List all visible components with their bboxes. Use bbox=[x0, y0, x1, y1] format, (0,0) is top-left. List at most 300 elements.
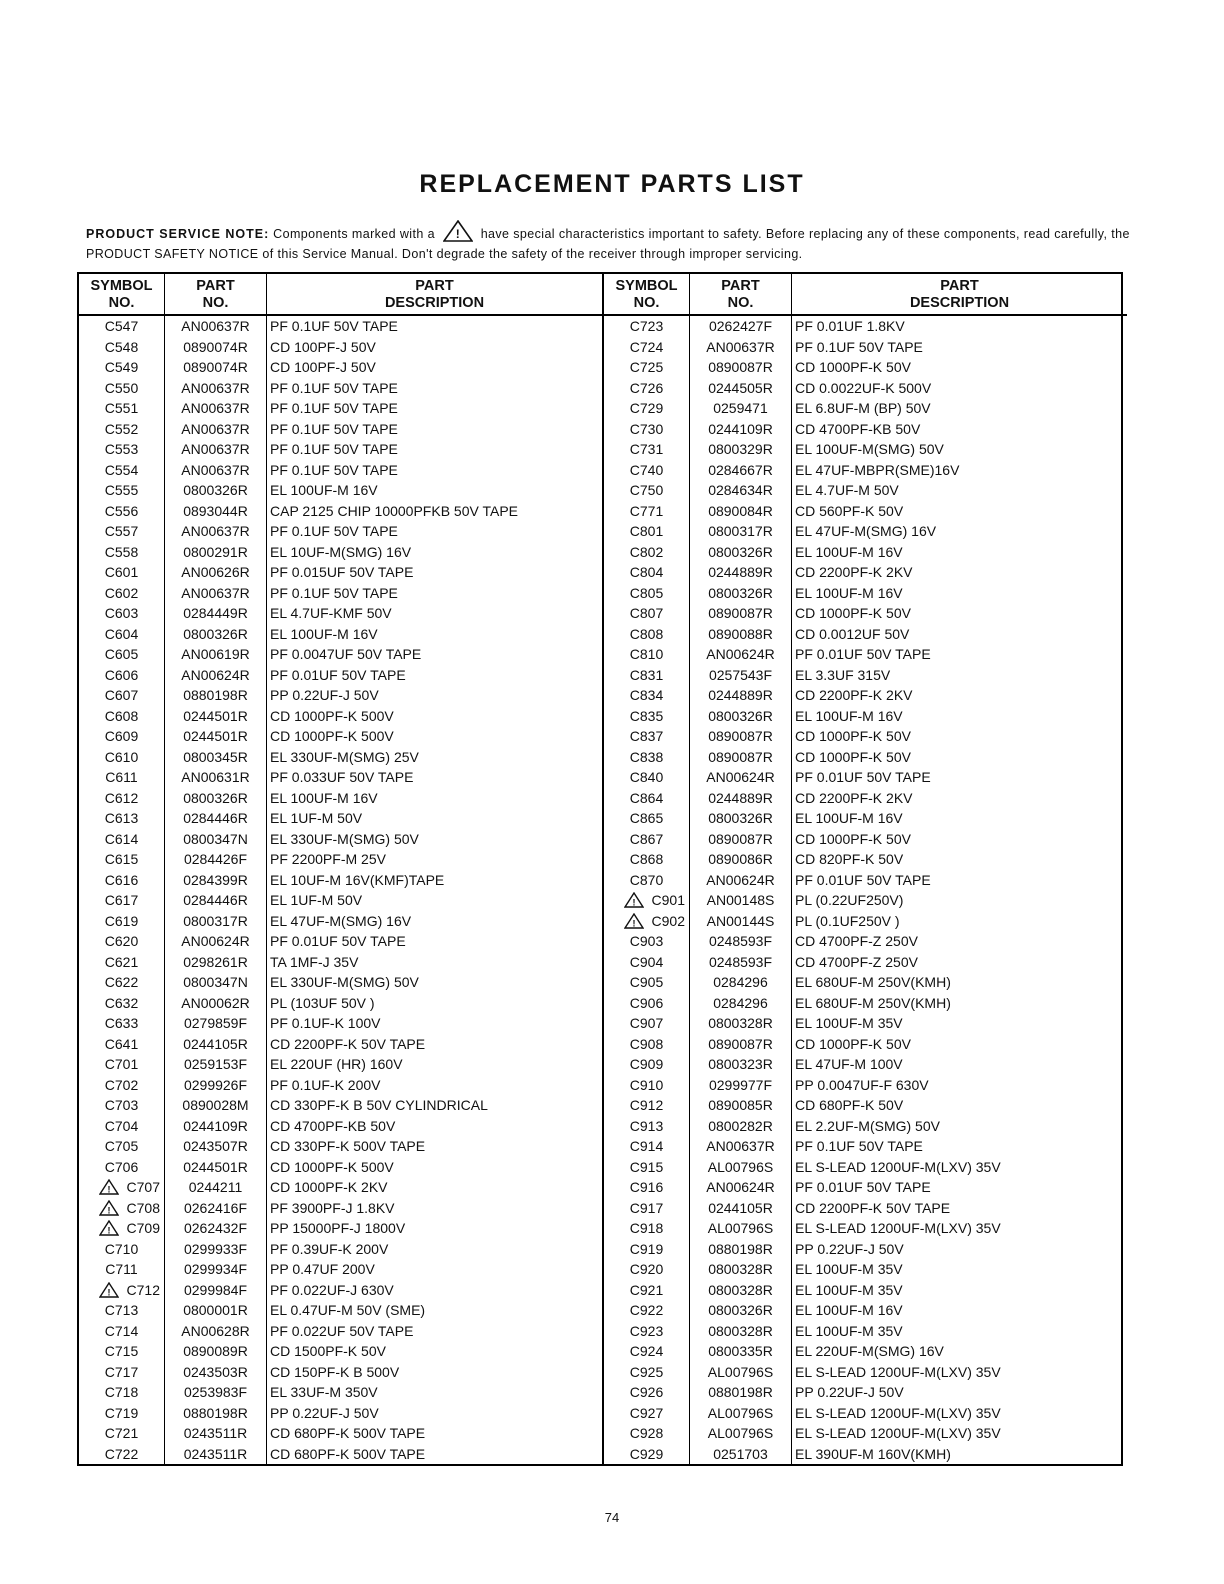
table-row bbox=[79, 1034, 602, 1055]
description-cell: PF 0.1UF 50V TAPE bbox=[270, 420, 398, 437]
symbol-cell: C551 bbox=[79, 398, 165, 419]
description-cell: CD 2200PF-K 50V TAPE bbox=[270, 1035, 426, 1052]
parts-table bbox=[77, 272, 1123, 1466]
svg-text:!: ! bbox=[632, 897, 636, 908]
description-cell: EL 330UF-M(SMG) 50V bbox=[270, 830, 419, 847]
symbol-cell: C556 bbox=[79, 501, 165, 522]
symbol-cell: C607 bbox=[79, 685, 165, 706]
symbol-cell: C914 bbox=[604, 1136, 690, 1157]
table-row bbox=[604, 378, 1127, 399]
description-cell: PF 0.1UF 50V TAPE bbox=[270, 441, 398, 457]
description-cell: CD 2200PF-K 50V TAPE bbox=[795, 1199, 951, 1216]
symbol-cell: C603 bbox=[79, 603, 165, 624]
table-row bbox=[79, 931, 602, 952]
description-cell: EL 10UF-M(SMG) 16V bbox=[270, 543, 412, 560]
table-row bbox=[604, 542, 1127, 563]
symbol-cell: C926 bbox=[604, 1382, 690, 1403]
table-row bbox=[604, 480, 1127, 501]
description-cell: EL 680UF-M 250V(KMH) bbox=[795, 994, 951, 1011]
symbol-cell: C916 bbox=[604, 1177, 690, 1198]
part-number-cell: 0880198R bbox=[690, 1239, 792, 1260]
table-row bbox=[79, 1095, 602, 1116]
part-number-cell: AN00624R bbox=[690, 1177, 792, 1198]
symbol-cell: C807 bbox=[604, 603, 690, 624]
part-number-cell: AN00637R bbox=[165, 419, 267, 440]
table-row bbox=[604, 1095, 1127, 1116]
part-number-cell: 0800328R bbox=[690, 1280, 792, 1301]
symbol-cell: C706 bbox=[79, 1157, 165, 1178]
symbol-cell: C864 bbox=[604, 788, 690, 809]
table-row bbox=[79, 952, 602, 973]
symbol-cell: C924 bbox=[604, 1341, 690, 1362]
header-part-no: PART NO. bbox=[165, 274, 267, 314]
table-row bbox=[79, 439, 602, 460]
table-row bbox=[79, 1403, 602, 1424]
part-number-cell: 0890086R bbox=[690, 849, 792, 870]
page-title: REPLACEMENT PARTS LIST bbox=[419, 170, 805, 198]
symbol-cell: C605 bbox=[79, 644, 165, 665]
description-cell: EL S-LEAD 1200UF-M(LXV) 35V bbox=[795, 1425, 1001, 1441]
symbol-cell: ! C901 bbox=[604, 890, 690, 911]
description-cell: CD 1000PF-K 50V bbox=[795, 830, 911, 847]
description-cell: CD 680PF-K 500V TAPE bbox=[270, 1445, 426, 1462]
part-number-cell: 0244889R bbox=[690, 685, 792, 706]
description-cell: CD 1000PF-K 500V bbox=[270, 707, 394, 724]
table-row bbox=[604, 357, 1127, 378]
symbol-cell: C865 bbox=[604, 808, 690, 829]
symbol-cell: C613 bbox=[79, 808, 165, 829]
table-row bbox=[604, 1259, 1127, 1280]
table-row bbox=[79, 521, 602, 542]
table-row bbox=[79, 357, 602, 378]
part-number-cell: AN00626R bbox=[165, 562, 267, 583]
symbol-cell: C917 bbox=[604, 1198, 690, 1219]
description-cell: EL 1UF-M 50V bbox=[270, 810, 363, 826]
symbol-cell: C805 bbox=[604, 583, 690, 604]
table-row bbox=[604, 583, 1127, 604]
description-cell: CD 2200PF-K 2KV bbox=[795, 687, 913, 703]
description-cell: EL 100UF-M 35V bbox=[795, 1261, 903, 1277]
description-cell: CD 4700PF-KB 50V bbox=[270, 1117, 396, 1134]
symbol-cell: C549 bbox=[79, 357, 165, 378]
part-number-cell: 0890088R bbox=[690, 624, 792, 645]
description-cell: EL 0.47UF-M 50V (SME) bbox=[270, 1302, 426, 1318]
table-row bbox=[604, 788, 1127, 809]
symbol-cell: ! C709 bbox=[79, 1218, 165, 1239]
symbol-cell: C615 bbox=[79, 849, 165, 870]
part-number-cell: AL00796S bbox=[690, 1403, 792, 1424]
table-row bbox=[79, 747, 602, 768]
symbol-cell: C722 bbox=[79, 1444, 165, 1465]
symbol-cell: C801 bbox=[604, 521, 690, 542]
warning-triangle-icon bbox=[624, 892, 644, 911]
description-cell: EL 100UF-M 16V bbox=[795, 810, 903, 826]
warning-triangle-icon bbox=[443, 220, 473, 246]
description-cell: CD 1000PF-K 50V bbox=[795, 748, 911, 765]
description-cell: PP 15000PF-J 1800V bbox=[270, 1220, 406, 1236]
part-number-cell: 0244109R bbox=[690, 419, 792, 440]
description-cell: PP 0.22UF-J 50V bbox=[795, 1384, 904, 1400]
part-number-cell: AN00637R bbox=[165, 398, 267, 419]
part-number-cell: AL00796S bbox=[690, 1218, 792, 1239]
service-note-text-before: Components marked with a bbox=[273, 227, 435, 241]
symbol-cell: C619 bbox=[79, 911, 165, 932]
symbol-cell: C557 bbox=[79, 521, 165, 542]
part-number-cell: 0890089R bbox=[165, 1341, 267, 1362]
table-row bbox=[604, 665, 1127, 686]
table-row bbox=[79, 337, 602, 358]
table-row bbox=[604, 419, 1127, 440]
part-number-cell: 0890085R bbox=[690, 1095, 792, 1116]
table-row bbox=[604, 767, 1127, 788]
symbol-cell: ! C902 bbox=[604, 911, 690, 932]
symbol-cell: C726 bbox=[604, 378, 690, 399]
table-row bbox=[79, 603, 602, 624]
symbol-cell: C740 bbox=[604, 460, 690, 481]
table-row bbox=[79, 1177, 602, 1198]
part-number-cell: 0244211 bbox=[165, 1177, 267, 1198]
part-number-cell: 0262416F bbox=[165, 1198, 267, 1219]
symbol-cell: C908 bbox=[604, 1034, 690, 1055]
symbol-cell: C915 bbox=[604, 1157, 690, 1178]
description-cell: PF 0.1UF 50V TAPE bbox=[270, 523, 398, 539]
symbol-cell: C925 bbox=[604, 1362, 690, 1383]
table-body-right bbox=[604, 316, 1127, 1464]
symbol-cell: C750 bbox=[604, 480, 690, 501]
description-cell: CD 1000PF-K 50V bbox=[795, 605, 911, 621]
description-cell: CD 1000PF-K 2KV bbox=[270, 1179, 388, 1195]
part-number-cell: 0279859F bbox=[165, 1013, 267, 1034]
part-number-cell: 0262432F bbox=[165, 1218, 267, 1239]
part-number-cell: 0800329R bbox=[690, 439, 792, 460]
symbol-cell: C558 bbox=[79, 542, 165, 563]
part-number-cell: AN00062R bbox=[165, 993, 267, 1014]
table-row bbox=[604, 870, 1127, 891]
description-cell: CD 680PF-K 500V TAPE bbox=[270, 1425, 426, 1441]
table-row bbox=[79, 1013, 602, 1034]
table-body-left bbox=[79, 316, 602, 1464]
part-number-cell: 0284667R bbox=[690, 460, 792, 481]
description-cell: PF 0.1UF 50V TAPE bbox=[795, 1138, 923, 1154]
part-number-cell: 0890084R bbox=[690, 501, 792, 522]
table-row bbox=[79, 1423, 602, 1444]
symbol-cell: C718 bbox=[79, 1382, 165, 1403]
table-row bbox=[604, 501, 1127, 522]
part-number-cell: 0800328R bbox=[690, 1013, 792, 1034]
description-cell: EL 1UF-M 50V bbox=[270, 892, 363, 908]
description-cell: PP 0.47UF 200V bbox=[270, 1261, 375, 1277]
part-number-cell: 0800326R bbox=[690, 706, 792, 727]
description-cell: PF 0.39UF-K 200V bbox=[270, 1240, 389, 1257]
table-row bbox=[79, 1136, 602, 1157]
part-number-cell: 0243511R bbox=[165, 1423, 267, 1444]
part-number-cell: AL00796S bbox=[690, 1423, 792, 1444]
table-row bbox=[79, 1259, 602, 1280]
table-row bbox=[604, 1300, 1127, 1321]
symbol-cell: C717 bbox=[79, 1362, 165, 1383]
symbol-cell: C909 bbox=[604, 1054, 690, 1075]
table-header bbox=[79, 274, 602, 316]
description-cell: PL (0.1UF250V ) bbox=[795, 912, 900, 929]
symbol-cell: C725 bbox=[604, 357, 690, 378]
description-cell: EL 390UF-M 160V(KMH) bbox=[795, 1445, 951, 1462]
symbol-cell: C620 bbox=[79, 931, 165, 952]
description-cell: EL 330UF-M(SMG) 50V bbox=[270, 974, 419, 990]
symbol-cell: C724 bbox=[604, 337, 690, 358]
part-number-cell: AN00619R bbox=[165, 644, 267, 665]
table-row bbox=[79, 1198, 602, 1219]
part-number-cell: 0298261R bbox=[165, 952, 267, 973]
symbol-cell: C632 bbox=[79, 993, 165, 1014]
part-number-cell: 0890087R bbox=[690, 747, 792, 768]
part-number-cell: 0800326R bbox=[690, 542, 792, 563]
description-cell: CD 2200PF-K 2KV bbox=[795, 564, 913, 580]
table-row bbox=[79, 1280, 602, 1301]
description-cell: EL S-LEAD 1200UF-M(LXV) 35V bbox=[795, 1220, 1001, 1236]
description-cell: EL 6.8UF-M (BP) 50V bbox=[795, 400, 931, 416]
svg-text:!: ! bbox=[632, 918, 636, 928]
table-row bbox=[604, 1034, 1127, 1055]
description-cell: PF 0.01UF 50V TAPE bbox=[795, 871, 931, 888]
table-row bbox=[604, 1403, 1127, 1424]
parts-table-right bbox=[602, 274, 1127, 1464]
symbol-cell: C802 bbox=[604, 542, 690, 563]
description-cell: EL 100UF-M 35V bbox=[795, 1281, 903, 1298]
table-row bbox=[79, 1382, 602, 1403]
symbol-cell: C552 bbox=[79, 419, 165, 440]
part-number-cell: 0890087R bbox=[690, 357, 792, 378]
table-row bbox=[604, 1341, 1127, 1362]
description-cell: EL 10UF-M 16V(KMF)TAPE bbox=[270, 871, 445, 888]
symbol-cell: C604 bbox=[79, 624, 165, 645]
symbol-cell: C870 bbox=[604, 870, 690, 891]
part-number-cell: 0299933F bbox=[165, 1239, 267, 1260]
symbol-cell: C903 bbox=[604, 931, 690, 952]
description-cell: CD 2200PF-K 2KV bbox=[795, 789, 913, 806]
warning-triangle-icon bbox=[624, 913, 644, 932]
symbol-cell: C641 bbox=[79, 1034, 165, 1055]
description-cell: EL S-LEAD 1200UF-M(LXV) 35V bbox=[795, 1404, 1001, 1421]
part-number-cell: AN00144S bbox=[690, 911, 792, 932]
part-number-cell: 0284296 bbox=[690, 972, 792, 993]
part-number-cell: AN00624R bbox=[690, 767, 792, 788]
table-row bbox=[79, 808, 602, 829]
description-cell: PF 3900PF-J 1.8KV bbox=[270, 1199, 395, 1216]
description-cell: EL 100UF-M(SMG) 50V bbox=[795, 441, 944, 457]
part-number-cell: 0244105R bbox=[690, 1198, 792, 1219]
description-cell: PL (103UF 50V ) bbox=[270, 994, 375, 1011]
svg-text:!: ! bbox=[107, 1205, 111, 1215]
symbol-cell: C810 bbox=[604, 644, 690, 665]
table-row bbox=[604, 952, 1127, 973]
symbol-cell: C922 bbox=[604, 1300, 690, 1321]
symbol-cell: C617 bbox=[79, 890, 165, 911]
description-cell: EL 100UF-M 16V bbox=[795, 543, 903, 560]
description-cell: CD 1000PF-K 50V bbox=[795, 359, 911, 375]
description-cell: PF 0.1UF-K 100V bbox=[270, 1015, 381, 1031]
description-cell: PF 0.01UF 50V TAPE bbox=[270, 933, 406, 949]
table-row bbox=[79, 1341, 602, 1362]
part-number-cell: AN00624R bbox=[165, 931, 267, 952]
symbol-cell: C927 bbox=[604, 1403, 690, 1424]
symbol-cell: ! C708 bbox=[79, 1198, 165, 1219]
table-row bbox=[79, 398, 602, 419]
part-number-cell: 0800323R bbox=[690, 1054, 792, 1075]
table-row bbox=[79, 1444, 602, 1465]
table-row bbox=[79, 583, 602, 604]
description-cell: PF 0.022UF 50V TAPE bbox=[270, 1322, 414, 1339]
description-cell: EL 100UF-M 16V bbox=[270, 625, 378, 642]
part-number-cell: 0299934F bbox=[165, 1259, 267, 1280]
description-cell: CD 100PF-J 50V bbox=[270, 359, 376, 375]
header-description: PART DESCRIPTION bbox=[909, 278, 1010, 311]
symbol-cell: C837 bbox=[604, 726, 690, 747]
description-cell: PF 0.1UF 50V TAPE bbox=[270, 400, 398, 416]
table-row bbox=[79, 501, 602, 522]
symbol-cell: C905 bbox=[604, 972, 690, 993]
table-row bbox=[604, 1198, 1127, 1219]
symbol-cell: ! C707 bbox=[79, 1177, 165, 1198]
part-number-cell: 0890074R bbox=[165, 357, 267, 378]
table-row bbox=[604, 685, 1127, 706]
part-number-cell: 0880198R bbox=[165, 685, 267, 706]
description-cell: EL 4.7UF-M 50V bbox=[795, 482, 899, 498]
description-cell: EL 47UF-M(SMG) 16V bbox=[270, 912, 412, 929]
part-number-cell: 0251703 bbox=[690, 1444, 792, 1465]
table-row bbox=[79, 870, 602, 891]
symbol-cell: C555 bbox=[79, 480, 165, 501]
symbol-cell: C601 bbox=[79, 562, 165, 583]
part-number-cell: 0893044R bbox=[165, 501, 267, 522]
symbol-cell: C835 bbox=[604, 706, 690, 727]
table-row bbox=[604, 1321, 1127, 1342]
part-number-cell: 0284634R bbox=[690, 480, 792, 501]
part-number-cell: 0890028M bbox=[165, 1095, 267, 1116]
table-row bbox=[604, 1362, 1127, 1383]
table-row bbox=[604, 849, 1127, 870]
description-cell: EL 47UF-MBPR(SME)16V bbox=[795, 461, 960, 478]
table-row bbox=[604, 890, 1127, 911]
part-number-cell: 0800317R bbox=[690, 521, 792, 542]
part-number-cell: 0800326R bbox=[165, 788, 267, 809]
symbol-cell: C929 bbox=[604, 1444, 690, 1465]
part-number-cell: 0800347N bbox=[165, 972, 267, 993]
symbol-cell: C920 bbox=[604, 1259, 690, 1280]
description-cell: PF 0.0047UF 50V TAPE bbox=[270, 646, 422, 662]
part-number-cell: 0284446R bbox=[165, 808, 267, 829]
description-cell: CD 0.0012UF 50V bbox=[795, 625, 910, 642]
table-row bbox=[604, 808, 1127, 829]
table-row bbox=[79, 993, 602, 1014]
warning-triangle-icon bbox=[99, 1200, 119, 1219]
symbol-cell: C840 bbox=[604, 767, 690, 788]
symbol-cell: ! C712 bbox=[79, 1280, 165, 1301]
symbol-cell: C723 bbox=[604, 316, 690, 337]
symbol-cell: C554 bbox=[79, 460, 165, 481]
symbol-cell: C834 bbox=[604, 685, 690, 706]
description-cell: TA 1MF-J 35V bbox=[270, 953, 359, 970]
symbol-cell: C721 bbox=[79, 1423, 165, 1444]
table-row bbox=[79, 624, 602, 645]
table-row bbox=[604, 1218, 1127, 1239]
part-number-cell: 0800317R bbox=[165, 911, 267, 932]
description-cell: EL 33UF-M 350V bbox=[270, 1384, 378, 1400]
table-row bbox=[79, 706, 602, 727]
symbol-cell: C918 bbox=[604, 1218, 690, 1239]
part-number-cell: 0248593F bbox=[690, 931, 792, 952]
description-cell: CD 4700PF-Z 250V bbox=[795, 953, 918, 970]
description-cell: PF 2200PF-M 25V bbox=[270, 851, 386, 867]
part-number-cell: 0880198R bbox=[690, 1382, 792, 1403]
table-row bbox=[604, 726, 1127, 747]
svg-text:!: ! bbox=[107, 1184, 111, 1195]
table-row bbox=[604, 1423, 1127, 1444]
symbol-cell: C912 bbox=[604, 1095, 690, 1116]
part-number-cell: 0244505R bbox=[690, 378, 792, 399]
description-cell: PF 0.1UF-K 200V bbox=[270, 1076, 381, 1093]
table-row bbox=[604, 1280, 1127, 1301]
symbol-cell: C838 bbox=[604, 747, 690, 768]
parts-table-left bbox=[79, 274, 602, 1464]
table-row bbox=[79, 419, 602, 440]
description-cell: CD 1000PF-K 50V bbox=[795, 1035, 911, 1052]
symbol-cell: C928 bbox=[604, 1423, 690, 1444]
table-row bbox=[79, 890, 602, 911]
warning-triangle-icon bbox=[99, 1220, 119, 1239]
table-row bbox=[79, 1054, 602, 1075]
part-number-cell: 0800347N bbox=[165, 829, 267, 850]
part-number-cell: 0244109R bbox=[165, 1116, 267, 1137]
description-cell: CD 330PF-K 500V TAPE bbox=[270, 1138, 426, 1154]
table-row bbox=[604, 644, 1127, 665]
part-number-cell: 0299984F bbox=[165, 1280, 267, 1301]
symbol-cell: C621 bbox=[79, 952, 165, 973]
table-row bbox=[79, 460, 602, 481]
part-number-cell: AN00148S bbox=[690, 890, 792, 911]
part-number-cell: 0299977F bbox=[690, 1075, 792, 1096]
description-cell: EL 100UF-M 16V bbox=[795, 1302, 903, 1318]
part-number-cell: 0244501R bbox=[165, 726, 267, 747]
description-cell: PF 0.022UF-J 630V bbox=[270, 1281, 394, 1298]
table-row bbox=[604, 1382, 1127, 1403]
part-number-cell: 0800001R bbox=[165, 1300, 267, 1321]
symbol-cell: C614 bbox=[79, 829, 165, 850]
description-cell: PP 0.22UF-J 50V bbox=[795, 1240, 904, 1257]
part-number-cell: AN00637R bbox=[690, 337, 792, 358]
header-part-no: PART NO. bbox=[690, 274, 792, 314]
symbol-cell: C611 bbox=[79, 767, 165, 788]
description-cell: CD 1000PF-K 500V bbox=[270, 1158, 394, 1175]
part-number-cell: 0244105R bbox=[165, 1034, 267, 1055]
part-number-cell: 0284399R bbox=[165, 870, 267, 891]
symbol-cell: C719 bbox=[79, 1403, 165, 1424]
svg-text:!: ! bbox=[107, 1225, 111, 1236]
symbol-cell: C608 bbox=[79, 706, 165, 727]
table-row bbox=[604, 1239, 1127, 1260]
table-row bbox=[79, 1075, 602, 1096]
symbol-cell: C868 bbox=[604, 849, 690, 870]
part-number-cell: 0257543F bbox=[690, 665, 792, 686]
svg-text:!: ! bbox=[455, 227, 461, 241]
symbol-cell: C715 bbox=[79, 1341, 165, 1362]
description-cell: PF 0.1UF 50V TAPE bbox=[270, 318, 398, 334]
table-row bbox=[79, 562, 602, 583]
description-cell: PF 0.033UF 50V TAPE bbox=[270, 769, 414, 785]
description-cell: PF 0.01UF 50V TAPE bbox=[795, 1179, 931, 1195]
symbol-cell: C711 bbox=[79, 1259, 165, 1280]
part-number-cell: 0800291R bbox=[165, 542, 267, 563]
part-number-cell: 0800326R bbox=[690, 1300, 792, 1321]
